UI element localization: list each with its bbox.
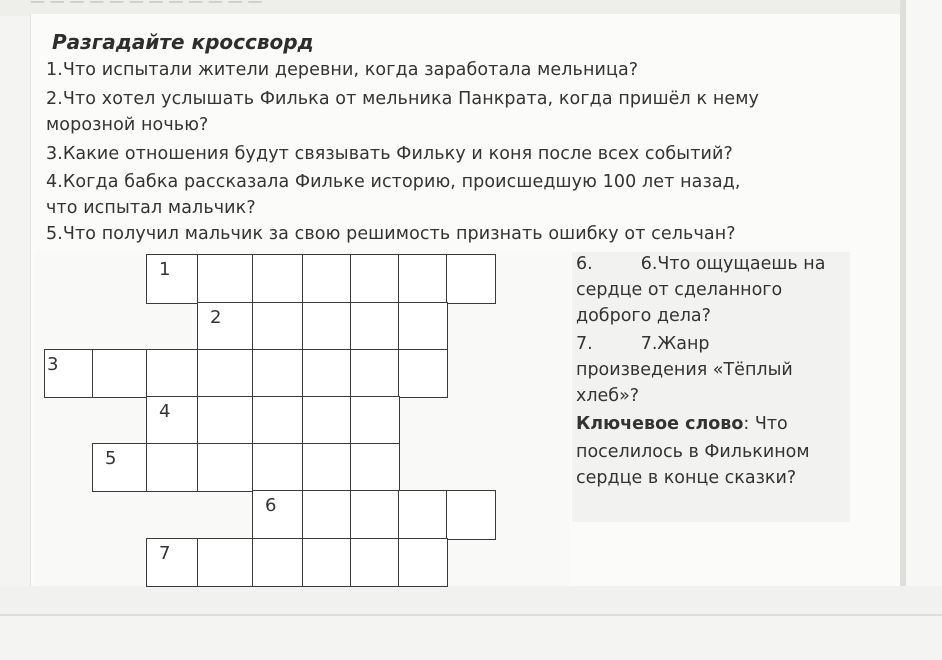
question-6-line-2: сердце от сделанного <box>576 280 783 300</box>
question-7-line-2: произведения «Тёплый <box>576 360 793 380</box>
clue-number: 7 <box>159 543 171 564</box>
crossword-cell[interactable] <box>446 254 496 304</box>
question-7-line-3: хлеб»? <box>576 386 640 406</box>
keyword-label: Ключевое слово <box>576 414 744 434</box>
keyword-text: : Что <box>743 414 788 434</box>
crossword-cell[interactable] <box>92 443 148 492</box>
cut-off-text: — — — — — — — — — — — — <box>30 0 263 10</box>
keyword-line-1 <box>576 414 788 434</box>
question-4-cont: что испытал мальчик? <box>46 198 256 218</box>
clue-number: 1 <box>159 259 171 280</box>
crossword-cell[interactable] <box>197 396 254 445</box>
crossword-cell[interactable] <box>398 490 448 540</box>
crossword-cell[interactable] <box>398 349 448 398</box>
crossword-cell[interactable] <box>398 302 448 351</box>
crossword-cell[interactable] <box>350 396 400 445</box>
crossword-cell[interactable] <box>197 254 254 304</box>
crossword-cell[interactable] <box>146 538 199 587</box>
crossword-cell[interactable] <box>146 443 199 492</box>
crossword-cell[interactable] <box>350 302 400 351</box>
crossword-cell[interactable] <box>350 538 400 587</box>
clue-number: 5 <box>105 448 117 469</box>
crossword-cell[interactable] <box>350 490 400 540</box>
question-4: 4.Когда бабка рассказала Фильке историю, происшедшую 100 лет назад, <box>46 172 741 192</box>
bottom-band <box>0 586 942 614</box>
keyword-line-3: сердце в конце сказки? <box>576 468 797 488</box>
crossword-cell[interactable] <box>252 443 304 492</box>
crossword-cell[interactable] <box>92 349 148 398</box>
question-6-line-1 <box>576 254 825 274</box>
crossword-cell[interactable] <box>350 254 400 304</box>
question-6-number: 6. <box>576 254 593 274</box>
crossword-cell[interactable] <box>197 538 254 587</box>
right-strip <box>906 0 942 586</box>
question-7-number: 7. <box>576 334 593 354</box>
crossword-cell[interactable] <box>252 349 304 398</box>
crossword-cell[interactable] <box>302 254 352 304</box>
crossword-cell[interactable] <box>302 396 352 445</box>
crossword-cell[interactable] <box>302 490 352 540</box>
crossword-cell[interactable] <box>197 349 254 398</box>
crossword-cell[interactable] <box>252 302 304 351</box>
crossword-cell[interactable] <box>302 538 352 587</box>
clue-number: 2 <box>210 307 222 328</box>
crossword-cell[interactable] <box>302 302 352 351</box>
question-7-line-1 <box>576 334 710 354</box>
crossword-cell[interactable] <box>44 349 94 398</box>
crossword-cell[interactable] <box>252 396 304 445</box>
crossword-cell[interactable] <box>146 254 199 304</box>
question-1: 1.Что испытали жители деревни, когда заработала мельница? <box>46 60 639 80</box>
question-6-line-3: доброго дела? <box>576 306 711 326</box>
question-3: 3.Какие отношения будут связывать Фильку и коня после всех событий? <box>46 144 733 164</box>
crossword-cell[interactable] <box>146 349 199 398</box>
clue-number: 6 <box>265 495 277 516</box>
crossword-cell[interactable] <box>252 538 304 587</box>
crossword-cell[interactable] <box>302 349 352 398</box>
crossword-cell[interactable] <box>146 396 199 445</box>
crossword-cell[interactable] <box>398 538 448 587</box>
question-2-cont: морозной ночью? <box>46 115 209 135</box>
crossword-cell[interactable] <box>197 302 254 351</box>
keyword-line-2: поселилось в Филькином <box>576 442 810 462</box>
crossword-cell[interactable] <box>398 254 448 304</box>
clue-number: 4 <box>159 401 171 422</box>
bottom-divider <box>0 614 942 616</box>
clue-number: 3 <box>47 354 59 375</box>
question-6-text: 6.Что ощущаешь на <box>640 254 826 274</box>
question-5: 5.Что получил мальчик за свою решимость признать ошибку от сельчан? <box>46 224 736 244</box>
crossword-cell[interactable] <box>350 349 400 398</box>
crossword-cell[interactable] <box>446 490 496 540</box>
crossword-cell[interactable] <box>302 443 352 492</box>
question-2: 2.Что хотел услышать Филька от мельника Панкрата, когда пришёл к нему <box>46 89 759 109</box>
crossword-cell[interactable] <box>350 443 400 492</box>
worksheet-title: Разгадайте кроссворд <box>52 30 314 54</box>
question-7-text: 7.Жанр <box>640 334 710 354</box>
crossword-cell[interactable] <box>252 254 304 304</box>
crossword-cell[interactable] <box>197 443 254 492</box>
crossword-cell[interactable] <box>252 490 304 540</box>
